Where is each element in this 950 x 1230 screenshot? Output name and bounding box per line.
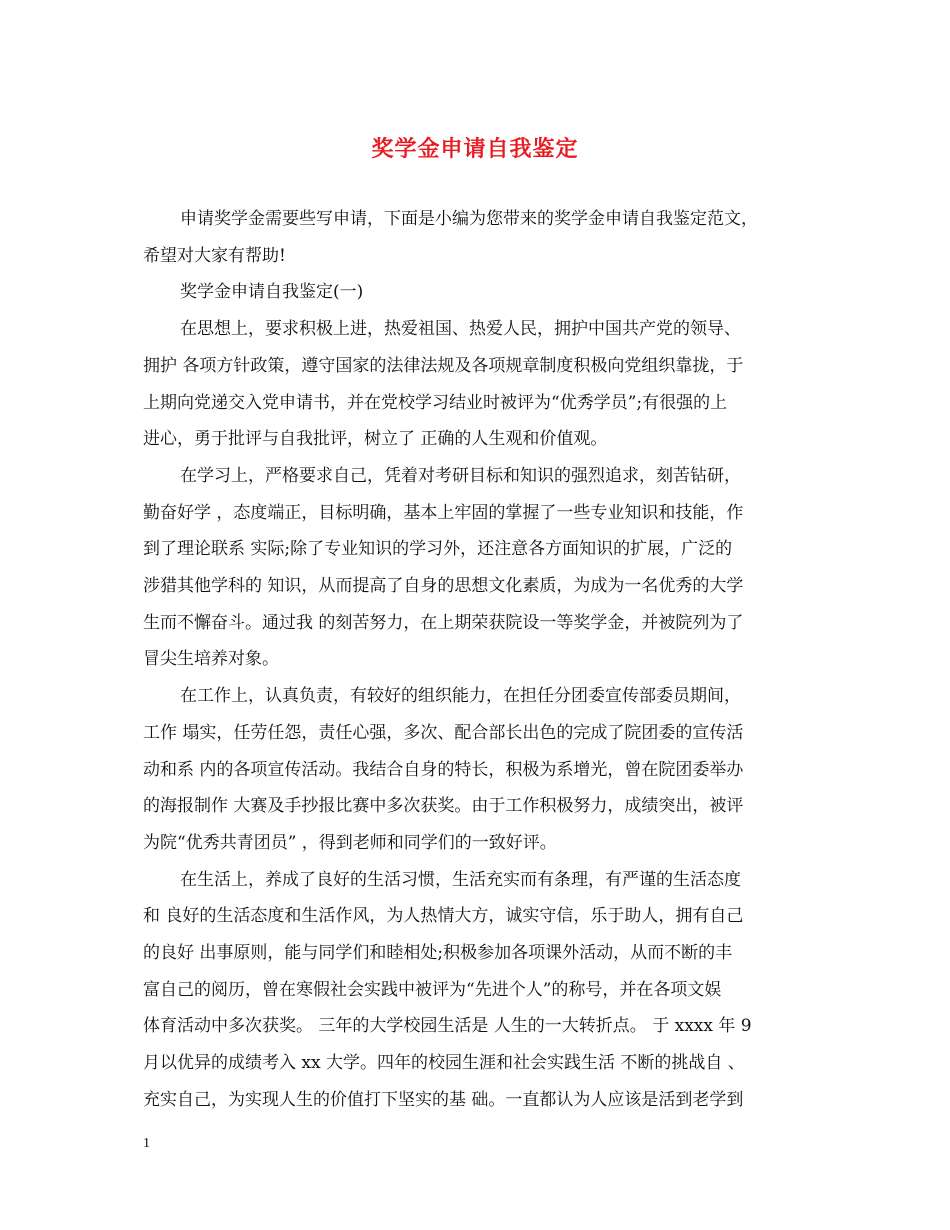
section-heading: 奖学金申请自我鉴定(一) xyxy=(180,282,364,303)
body-line: 在生活上，养成了良好的生活习惯，生活充实而有条理，有严谨的生活态度 xyxy=(180,869,741,890)
body-line: 工作 塌实，任劳任怨，责任心强，多次、配合部长出色的完成了院团委的宣传活 xyxy=(143,722,744,743)
body-line: 希望对大家有帮助! xyxy=(143,245,286,266)
body-line: 富自己的阅历，曾在寒假社会实践中被评为“先进个人”的称号，并在各项文娱 xyxy=(143,979,722,1000)
body-line: 动和系 内的各项宣传活动。我结合自身的特长，积极为系增光，曾在院团委举办 xyxy=(143,759,744,780)
body-line: 月以优异的成绩考入 xx 大学。四年的校园生涯和社会实践生活 不断的挑战自 、 xyxy=(143,1053,745,1074)
body-line: 冒尖生培养对象。 xyxy=(143,649,279,670)
body-line: 生而不懈奋斗。通过我 的刻苦努力，在上期荣获院设一等奖学金，并被院列为了 xyxy=(143,612,744,633)
document-body xyxy=(143,201,811,1119)
body-line: 申请奖学金需要些写申请，下面是小编为您带来的奖学金申请自我鉴定范文， xyxy=(180,209,758,229)
body-line: 和 良好的生活态度和生活作风，为人热情大方，诚实守信，乐于助人，拥有自己 xyxy=(143,906,744,927)
body-line: 的良好 出事原则，能与同学们和睦相处;积极参加各项课外活动，从而不断的丰 xyxy=(143,943,733,964)
body-line: 在学习上，严格要求自己，凭着对考研目标和知识的强烈追求，刻苦钻研， xyxy=(180,465,741,486)
body-line: 到了理论联系 实际;除了专业知识的学习外，还注意各方面知识的扩展，广泛的 xyxy=(143,539,733,560)
body-line: 充实自己，为实现人生的价值打下坚实的基 础。一直都认为人应该是活到老学到 xyxy=(143,1089,744,1110)
page-number: 1 xyxy=(143,1136,150,1151)
body-line: 进心，勇于批评与自我批评，树立了 正确的人生观和价值观。 xyxy=(143,429,608,450)
body-line: 拥护 各项方针政策，遵守国家的法律法规及各项规章制度积极向党组织靠拢，于 xyxy=(143,355,744,376)
body-line: 上期向党递交入党申请书，并在党校学习结业时被评为“优秀学员”;有很强的上 xyxy=(143,392,728,413)
body-line: 勤奋好学 ，态度端正，目标明确，基本上牢固的掌握了一些专业知识和技能，作 xyxy=(143,502,744,523)
body-line: 涉猎其他学科的 知识，从而提高了自身的思想文化素质，为成为一名优秀的大学 xyxy=(143,576,744,597)
body-line: 在工作上，认真负责，有较好的组织能力，在担任分团委宣传部委员期间， xyxy=(180,686,741,707)
document-title: 奖学金申请自我鉴定 xyxy=(371,136,579,162)
body-line: 在思想上，要求积极上进，热爱祖国、热爱人民，拥护中国共产党的领导、 xyxy=(180,319,741,340)
body-line: 的海报制作 大赛及手抄报比赛中多次获奖。由于工作积极努力，成绩突出，被评 xyxy=(143,796,744,817)
body-line: 体育活动中多次获奖。 三年的大学校园生活是 人生的一大转折点。 于 xxxx 年 9 xyxy=(143,1016,752,1037)
body-line: 为院“优秀共青团员” ，得到老师和同学们的一致好评。 xyxy=(143,832,557,853)
